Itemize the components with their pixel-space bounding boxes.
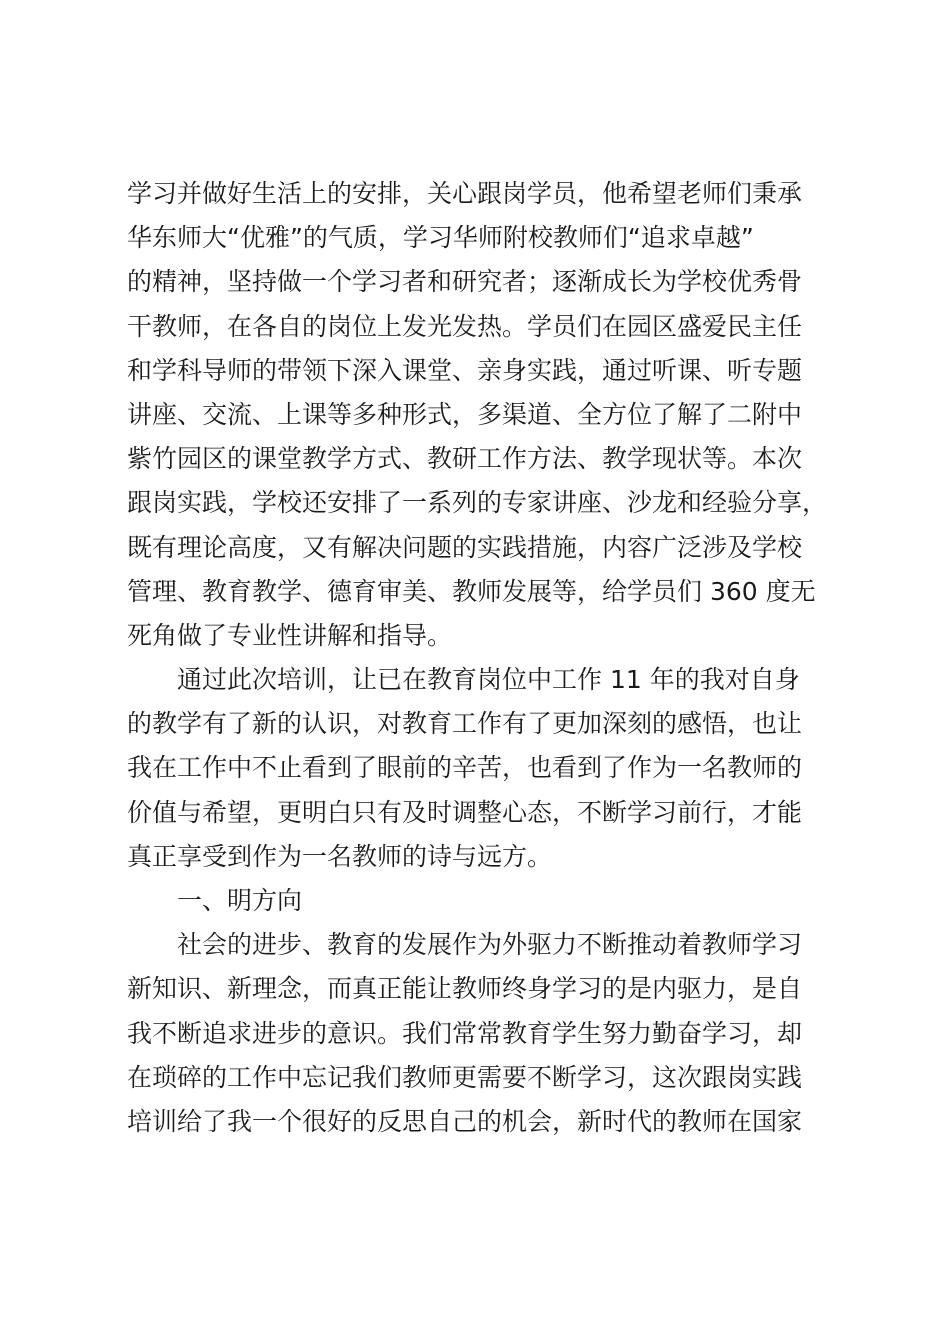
text-line: 和学科导师的带领下深入课堂、亲身实践，通过听课、听专题 bbox=[127, 355, 803, 385]
text-line: 管理、教育教学、德育审美、教师发展等，给学员们 360 度无 bbox=[127, 576, 816, 606]
text-line: 在琐碎的工作中忘记我们教师更需要不断学习，这次跟岗实践 bbox=[127, 1062, 803, 1092]
text-line: 价值与希望，更明白只有及时调整心态，不断学习前行，才能 bbox=[127, 797, 803, 827]
text-line: 紫竹园区的课堂教学方式、教研工作方法、教学现状等。本次 bbox=[127, 444, 803, 474]
text-line: 死角做了专业性讲解和指导。 bbox=[127, 620, 453, 650]
document-body bbox=[127, 172, 867, 1144]
text-line: 社会的进步、教育的发展作为外驱力不断推动着教师学习 bbox=[177, 930, 803, 960]
text-line: 真正享受到作为一名教师的诗与远方。 bbox=[127, 841, 553, 871]
text-line: 跟岗实践，学校还安排了一系列的专家讲座、沙龙和经验分享， bbox=[127, 488, 828, 518]
text-line: 的精神，坚持做一个学习者和研究者；逐渐成长为学校优秀骨 bbox=[127, 267, 803, 297]
text-line: 新知识、新理念，而真正能让教师终身学习的是内驱力，是自 bbox=[127, 974, 803, 1004]
text-line: 我不断追求进步的意识。我们常常教育学生努力勤奋学习，却 bbox=[127, 1018, 803, 1048]
text-line: 干教师，在各自的岗位上发光发热。学员们在园区盛爱民主任 bbox=[127, 311, 803, 341]
text-line: 通过此次培训，让已在教育岗位中工作 11 年的我对自身 bbox=[177, 665, 800, 695]
text-line: 一、明方向 bbox=[177, 886, 303, 915]
text-line: 华东师大“优雅”的气质，学习华师附校教师们“追求卓越” bbox=[127, 223, 754, 253]
text-line: 培训给了我一个很好的反思自己的机会，新时代的教师在国家 bbox=[127, 1106, 803, 1136]
text-line: 既有理论高度，又有解决问题的实践措施，内容广泛涉及学校 bbox=[127, 532, 803, 562]
text-line: 的教学有了新的认识，对教育工作有了更加深刻的感悟，也让 bbox=[127, 709, 803, 739]
text-line: 讲座、交流、上课等多种形式，多渠道、全方位了解了二附中 bbox=[127, 399, 803, 429]
text-line: 学习并做好生活上的安排，关心跟岗学员，他希望老师们秉承 bbox=[127, 179, 803, 208]
text-line: 我在工作中不止看到了眼前的辛苦，也看到了作为一名教师的 bbox=[127, 753, 803, 783]
